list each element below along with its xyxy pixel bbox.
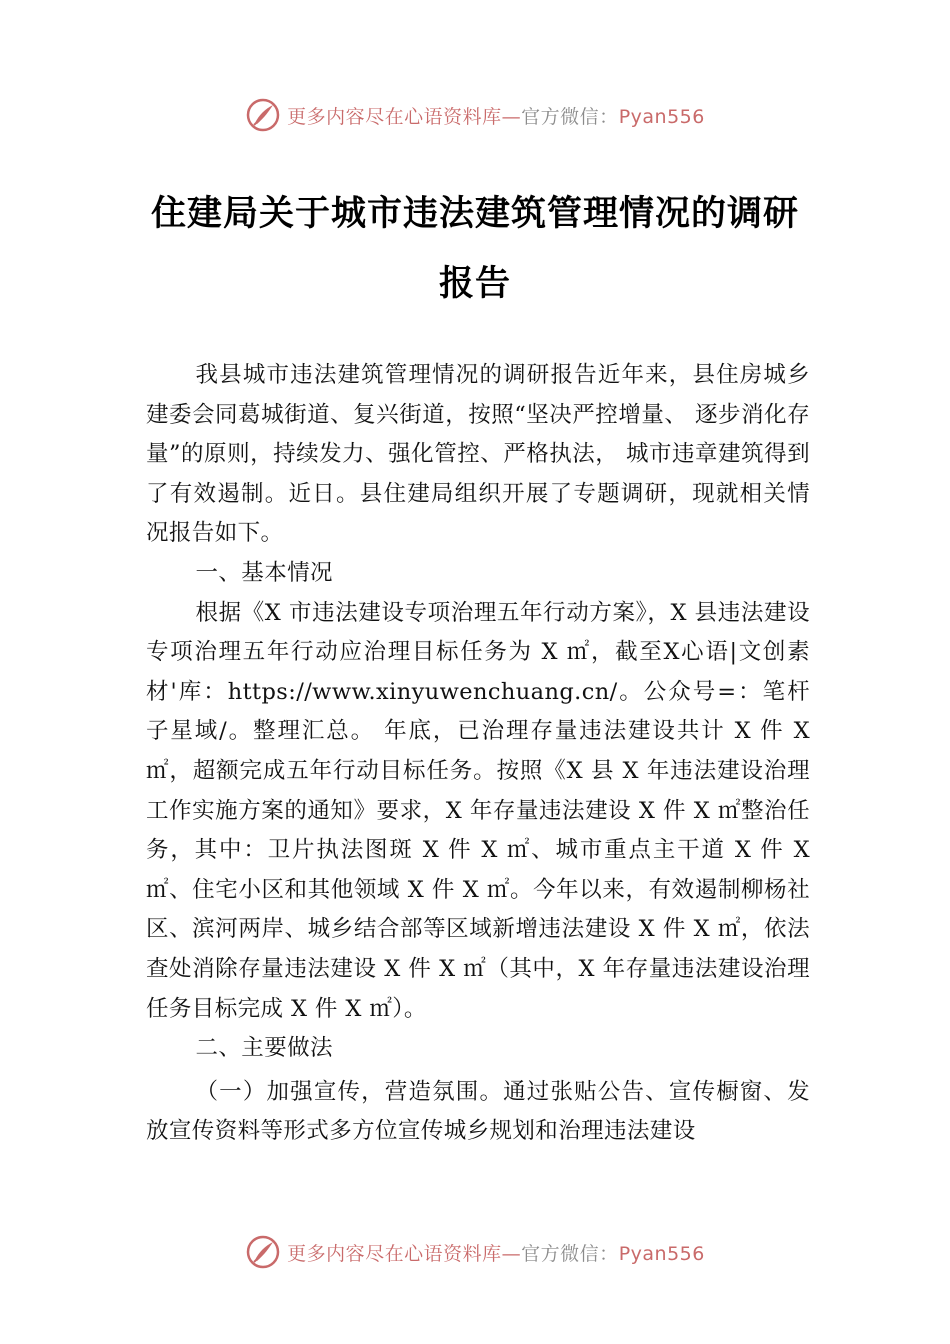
banner-text <box>287 1239 705 1266</box>
quill-logo-icon <box>245 1234 281 1270</box>
banner-wechat-id: Pyan556 <box>618 105 705 128</box>
paragraph-measure-1: （一）加强宣传，营造氛围。通过张贴公告、宣传橱窗、发放宣传资料等形式多方位宣传城乡规划和治理违法建设 <box>146 1078 810 1145</box>
watermark-banner-bottom <box>0 1232 950 1272</box>
watermark-banner-top <box>0 95 950 135</box>
banner-site-text: 更多内容尽在心语资料库— <box>287 1242 522 1265</box>
document-body <box>146 356 810 1152</box>
banner-text <box>287 102 705 129</box>
banner-wechat-id: Pyan556 <box>618 1242 705 1265</box>
paragraph-intro: 我县城市违法建筑管理情况的调研报告近年来，县住房城乡建委会同葛城街道、复兴街道，按照“坚决严控增量、 逐步消化存量”的原则，持续发力、强化管控、严格执法， 城市违章建筑得到了有效遏制。近日。县住建局组织开展了专题调研，现就相关情况报告如下。 <box>146 362 810 547</box>
quill-logo-icon <box>245 97 281 133</box>
paragraph-basic-situation: 根据《X 市违法建设专项治理五年行动方案》，X 县违法建设专项治理五年行动应治理目标任务为 X ㎡，截至X心语|文创素材'库：https://www.xinyuwenchuang.cn/。公众号=：笔杆子星域/。整理汇总。 年底，已治理存量违法建设共计 X 件 X ㎡，超额完成五年行动目标任务。按照《X 县 X 年违法建设治理工作实施方案的通知》要求，X 年存量违法建设 X 件 X ㎡整治任务，其中：卫片执法图斑 X 件 X ㎡、城市重点主干道 X 件 X ㎡、住宅小区和其他领域 X 件 X ㎡。今年以来，有效遏制柳杨社区、滨河两岸、城乡结合部等区域新增违法建设 X 件 X ㎡，依法查处消除存量违法建设 X 件 X ㎡（其中，X 年存量违法建设治理任务目标完成 X 件 X ㎡）。 <box>146 599 811 1022</box>
banner-wechat-label: 官方微信： <box>521 1242 619 1265</box>
banner-wechat-label: 官方微信： <box>521 105 619 128</box>
section-heading-measures: 二、主要做法 <box>195 1035 333 1062</box>
document-title-line1: 住建局关于城市违法建筑管理情况的调研 <box>150 193 799 234</box>
banner-site-text: 更多内容尽在心语资料库— <box>287 105 522 128</box>
document-title-line2: 报告 <box>438 263 511 304</box>
section-heading-basic: 一、基本情况 <box>195 559 333 586</box>
